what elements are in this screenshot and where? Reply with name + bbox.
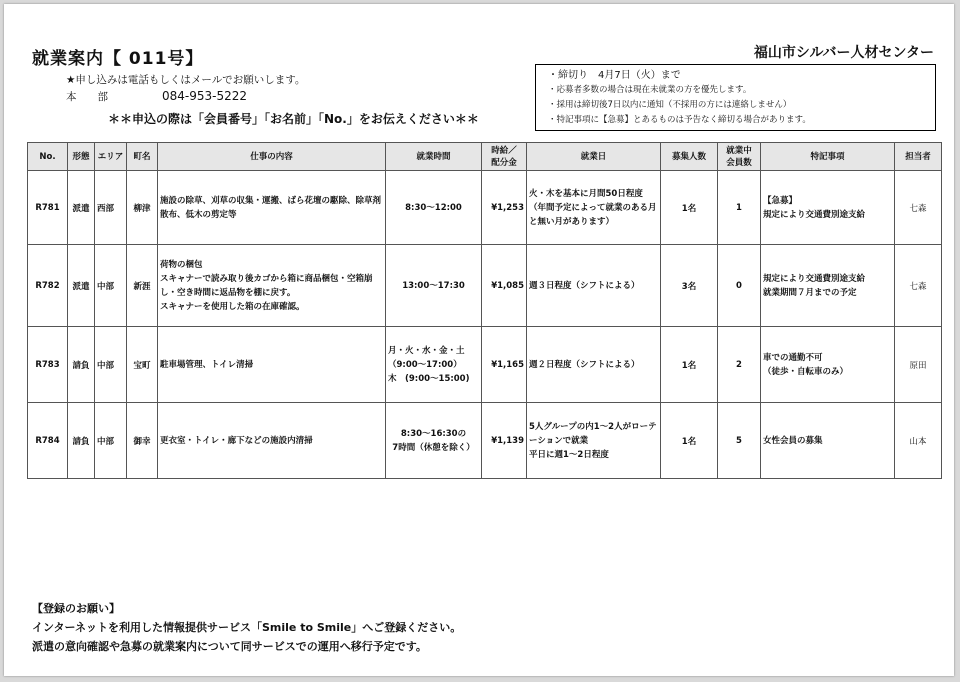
cell-hours: 月・火・水・金・土 （9:00～17:00） 木 (9:00～15:00) bbox=[386, 327, 482, 403]
header-wage: 時給／ 配分金 bbox=[482, 143, 527, 171]
header-hours: 就業時間 bbox=[386, 143, 482, 171]
hq-contact bbox=[66, 89, 247, 104]
cell-town: 御幸 bbox=[127, 403, 158, 479]
cell-days: 火・木を基本に月間50日程度 （年間予定によって就業のある月と無い月があります） bbox=[527, 171, 661, 245]
registration-heading: 【登録のお願い】 bbox=[32, 602, 120, 615]
cell-hours: 8:30～12:00 bbox=[386, 171, 482, 245]
header-no: No. bbox=[28, 143, 68, 171]
cell-type: 請負 bbox=[68, 403, 95, 479]
cell-members: 1 bbox=[718, 171, 761, 245]
cell-hours: 13:00～17:30 bbox=[386, 245, 482, 327]
table-row bbox=[28, 403, 942, 479]
cell-count: 3名 bbox=[661, 245, 718, 327]
cell-notes: 車での通勤不可 （徒歩・自転車のみ） bbox=[761, 327, 895, 403]
document-page bbox=[4, 4, 954, 676]
cell-content: 施設の除草、刈草の収集・運搬、ばら花壇の駆除、除草剤散布、低木の剪定等 bbox=[158, 171, 386, 245]
registration-line-2: 派遣の意向確認や急募の就業案内について同サービスでの運用へ移行予定です。 bbox=[32, 640, 427, 653]
cell-area: 西部 bbox=[95, 171, 127, 245]
cell-no: R781 bbox=[28, 171, 68, 245]
cell-wage: ¥1,085 bbox=[482, 245, 527, 327]
cell-type: 派遣 bbox=[68, 245, 95, 327]
cell-wage: ¥1,139 bbox=[482, 403, 527, 479]
header-notes: 特記事項 bbox=[761, 143, 895, 171]
table-row bbox=[28, 245, 942, 327]
cell-hours: 8:30～16:30の 7時間（休憩を除く） bbox=[386, 403, 482, 479]
cell-notes: 女性会員の募集 bbox=[761, 403, 895, 479]
cell-notes: 【急募】 規定により交通費別途支給 bbox=[761, 171, 895, 245]
cell-members: 0 bbox=[718, 245, 761, 327]
cell-type: 請負 bbox=[68, 327, 95, 403]
header-area: エリア bbox=[95, 143, 127, 171]
cell-days: 5人グループの内1～2人がローテーションで就業 平日に週1～2日程度 bbox=[527, 403, 661, 479]
cell-area: 中部 bbox=[95, 403, 127, 479]
cell-days: 週３日程度（シフトによる） bbox=[527, 245, 661, 327]
deadline-info-box bbox=[535, 64, 936, 131]
registration-line-1: インターネットを利用した情報提供サービス「Smile to Smile」へご登録ください。 bbox=[32, 621, 462, 634]
cell-count: 1名 bbox=[661, 403, 718, 479]
hq-phone: 084-953-5222 bbox=[162, 89, 248, 103]
apply-note: ★申し込みは電話もしくはメールでお願いします。 bbox=[66, 74, 306, 86]
cell-notes: 規定により交通費別途支給 就業期間７月までの予定 bbox=[761, 245, 895, 327]
header-staff: 担当者 bbox=[895, 143, 942, 171]
hq-label: 本 部 bbox=[66, 91, 108, 103]
cell-wage: ¥1,253 bbox=[482, 171, 527, 245]
cell-wage: ¥1,165 bbox=[482, 327, 527, 403]
cell-staff: 山本 bbox=[895, 403, 942, 479]
cell-no: R783 bbox=[28, 327, 68, 403]
organization-name: 福山市シルバー人材センター bbox=[753, 45, 934, 61]
cell-count: 1名 bbox=[661, 327, 718, 403]
cell-staff: 原田 bbox=[895, 327, 942, 403]
cell-town: 宝町 bbox=[127, 327, 158, 403]
cell-town: 柳津 bbox=[127, 171, 158, 245]
job-table bbox=[27, 142, 942, 479]
application-instruction: ＊＊申込の際は「会員番号」「お名前」「No.」をお伝えください＊＊ bbox=[108, 112, 479, 126]
cell-staff: 七森 bbox=[895, 171, 942, 245]
cell-members: 2 bbox=[718, 327, 761, 403]
header-type: 形態 bbox=[68, 143, 95, 171]
page-title: 就業案内【 011号】 bbox=[32, 49, 204, 69]
cell-members: 5 bbox=[718, 403, 761, 479]
info-line-urgent: ・特記事項に【急募】とあるものは予告なく締切る場合があります。 bbox=[548, 115, 811, 125]
cell-count: 1名 bbox=[661, 171, 718, 245]
cell-content: 駐車場管理、トイレ清掃 bbox=[158, 327, 386, 403]
cell-area: 中部 bbox=[95, 245, 127, 327]
info-line-deadline: ・締切り 4月7日（火）まで bbox=[548, 70, 681, 81]
cell-no: R782 bbox=[28, 245, 68, 327]
cell-content: 荷物の梱包 スキャナーで読み取り後カゴから箱に商品梱包・空箱崩し・空き時間に返品物を棚に戻す。 スキャナーを使用した箱の在庫確認。 bbox=[158, 245, 386, 327]
header-days: 就業日 bbox=[527, 143, 661, 171]
cell-type: 派遣 bbox=[68, 171, 95, 245]
cell-days: 週２日程度（シフトによる） bbox=[527, 327, 661, 403]
header-town: 町名 bbox=[127, 143, 158, 171]
table-row bbox=[28, 171, 942, 245]
cell-area: 中部 bbox=[95, 327, 127, 403]
table-header-row bbox=[28, 143, 942, 171]
cell-town: 新涯 bbox=[127, 245, 158, 327]
header-count: 募集人数 bbox=[661, 143, 718, 171]
info-line-notification: ・採用は締切後7日以内に通知（不採用の方には連絡しません） bbox=[548, 100, 792, 110]
cell-content: 更衣室・トイレ・廊下などの施設内清掃 bbox=[158, 403, 386, 479]
registration-notice bbox=[32, 599, 461, 656]
cell-no: R784 bbox=[28, 403, 68, 479]
cell-staff: 七森 bbox=[895, 245, 942, 327]
header-members: 就業中 会員数 bbox=[718, 143, 761, 171]
info-line-priority: ・応募者多数の場合は現在未就業の方を優先します。 bbox=[548, 85, 752, 95]
header-content: 仕事の内容 bbox=[158, 143, 386, 171]
table-row bbox=[28, 327, 942, 403]
